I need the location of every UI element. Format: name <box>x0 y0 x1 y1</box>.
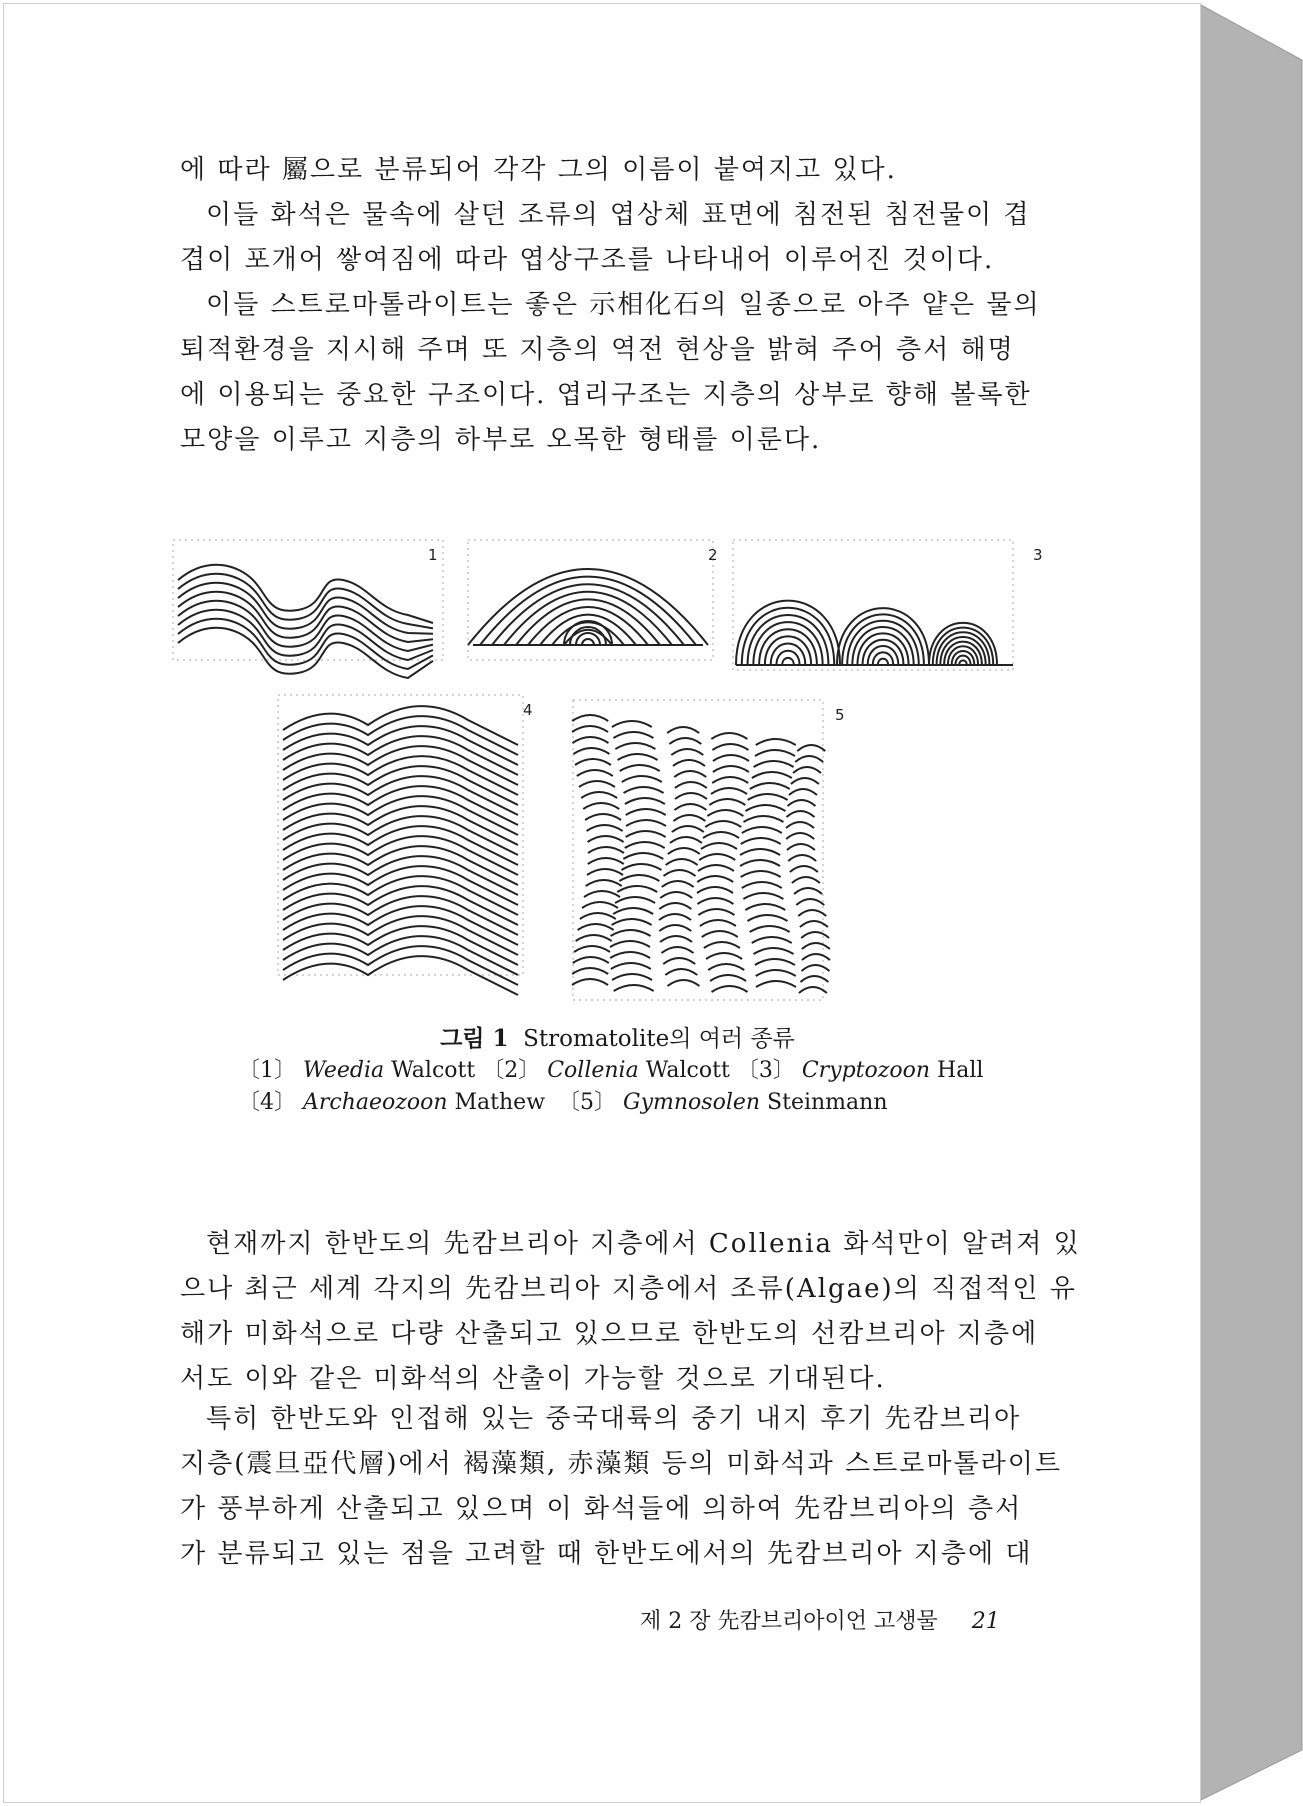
paragraph-4 <box>180 1222 1081 1402</box>
legend-num: 〔2〕 <box>482 1058 541 1083</box>
legend-author: Hall <box>937 1058 984 1083</box>
legend-num: 〔4〕 <box>238 1090 296 1115</box>
legend-num: 〔5〕 <box>558 1090 616 1115</box>
panel-number: 4 <box>523 701 533 719</box>
figure-panel-1 <box>173 540 443 678</box>
legend-author: Walcott <box>645 1058 730 1083</box>
figure-panel-5 <box>572 700 845 1000</box>
text-line: 가 분류되고 있는 점을 고려할 때 한반도에서의 先캄브리아 지층에 대 <box>180 1539 1033 1569</box>
legend-author: Walcott <box>391 1058 476 1083</box>
page-footer <box>640 1604 1000 1635</box>
caption-label: 그림 1 <box>440 1025 509 1052</box>
paragraph-5 <box>180 1397 1062 1577</box>
text-line: 에 이용되는 중요한 구조이다. 엽리구조는 지층의 상부로 향해 볼록한 <box>180 380 1032 410</box>
text-line: 퇴적환경을 지시해 주며 또 지층의 역전 현상을 밝혀 주어 층서 해명 <box>180 335 1015 365</box>
stromatolite-figure <box>168 535 1058 1010</box>
caption-title <box>180 1023 1055 1055</box>
text-line: 서도 이와 같은 미화석의 산출이 가능할 것으로 기대된다. <box>180 1364 886 1394</box>
paragraph-1 <box>180 148 1055 193</box>
legend-line-1 <box>180 1055 1055 1087</box>
text-line: 으나 최근 세계 각지의 先캄브리아 지층에서 조류(Algae)의 직접적인 유 <box>180 1274 1077 1304</box>
running-footer-chapter: 제 2 장 先캄브리아이언 고생물 <box>640 1609 938 1634</box>
panel-number: 1 <box>428 546 438 564</box>
text-line: 이들 화석은 물속에 살던 조류의 엽상체 표면에 침전된 침전물이 겹 <box>206 200 1031 230</box>
legend-genus: Archaeozoon <box>303 1090 448 1115</box>
figure-caption <box>180 1023 1055 1119</box>
panel-number: 2 <box>708 546 718 564</box>
panel-number: 5 <box>835 706 845 724</box>
panel-number: 3 <box>1033 546 1043 564</box>
text-line: 가 풍부하게 산출되고 있으며 이 화석들에 의하여 先캄브리아의 층서 <box>180 1494 1023 1524</box>
figure-panel-4 <box>278 695 533 995</box>
caption-text: Stromatolite의 여러 종류 <box>523 1026 795 1052</box>
figure-panel-2 <box>468 540 718 660</box>
text-line: 해가 미화석으로 다량 산출되고 있으므로 한반도의 선캄브리아 지층에 <box>180 1319 1039 1349</box>
figure-panel-3 <box>733 540 1043 670</box>
paragraph-3 <box>180 283 1055 463</box>
legend-num: 〔3〕 <box>736 1058 795 1083</box>
text-line: 에 따라 屬으로 분류되어 각각 그의 이름이 붙여지고 있다. <box>180 155 897 185</box>
legend-genus: Collenia <box>547 1058 639 1083</box>
legend-genus: Weedia <box>303 1058 385 1083</box>
legend-num: 〔1〕 <box>238 1058 296 1083</box>
legend-author: Mathew <box>454 1090 546 1115</box>
text-line: 특히 한반도와 인접해 있는 중국대륙의 중기 내지 후기 先캄브리아 <box>206 1404 1022 1434</box>
page-number: 21 <box>971 1609 1000 1634</box>
legend-author: Steinmann <box>767 1090 888 1115</box>
text-line: 이들 스트로마톨라이트는 좋은 示相化石의 일종으로 아주 얕은 물의 <box>206 290 1041 320</box>
legend-line-2 <box>180 1087 1055 1119</box>
text-line: 모양을 이루고 지층의 하부로 오목한 형태를 이룬다. <box>180 425 822 455</box>
paragraph-2 <box>180 193 1055 283</box>
legend-genus: Cryptozoon <box>801 1058 931 1083</box>
text-line: 지층(震旦亞代層)에서 褐藻類, 赤藻類 등의 미화석과 스트로마톨라이트 <box>180 1449 1062 1479</box>
text-line: 겹이 포개어 쌓여짐에 따라 엽상구조를 나타내어 이루어진 것이다. <box>180 245 995 275</box>
legend-genus: Gymnosolen <box>623 1090 761 1115</box>
text-line: 현재까지 한반도의 先캄브리아 지층에서 Collenia 화석만이 알려져 있 <box>206 1229 1081 1259</box>
